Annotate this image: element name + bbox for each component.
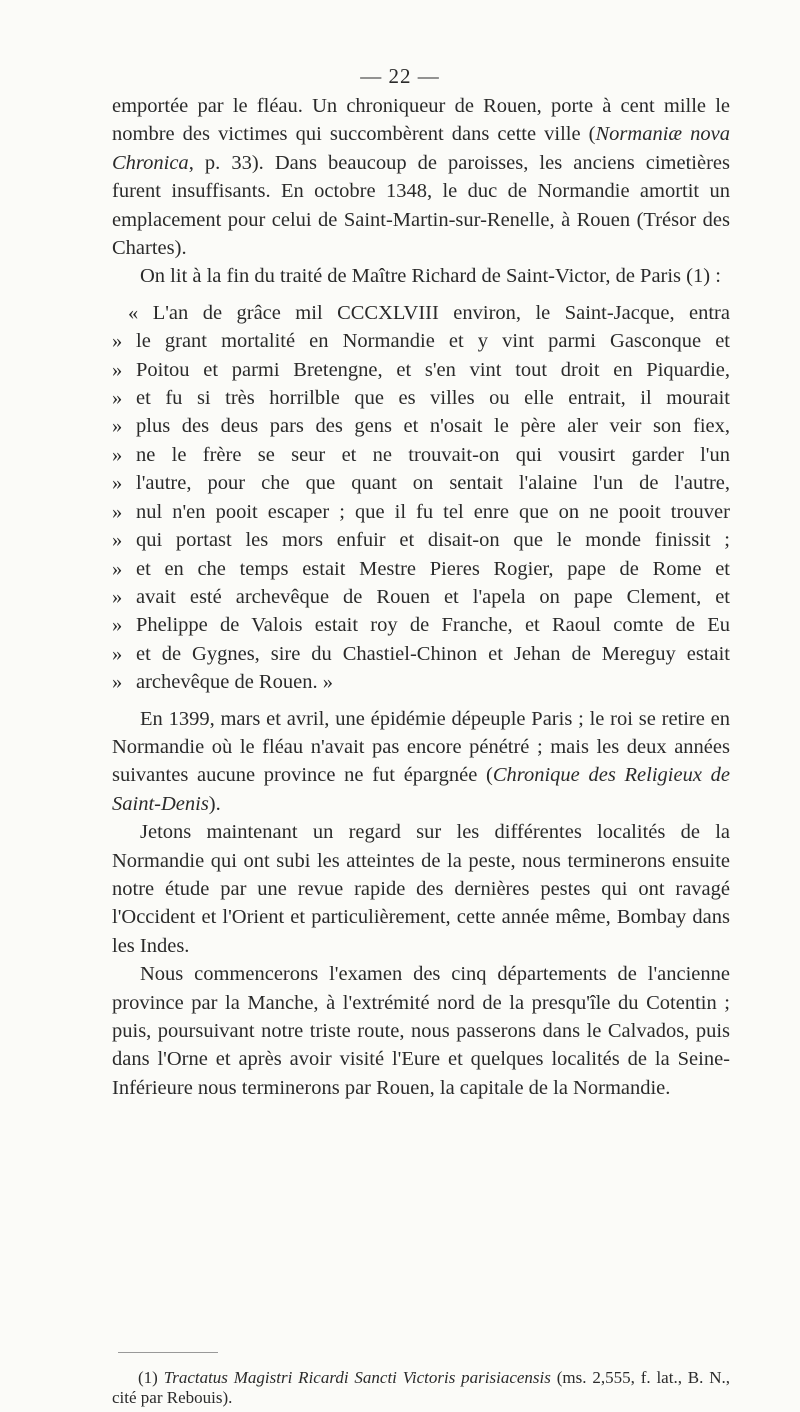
quote-line: » nul n'en pooit escaper ; que il fu tel enre que on ne pooit trouver <box>112 500 730 523</box>
paragraph-5: Nous commencerons l'examen des cinq départements de l'ancienne province par la Manche, à l'extrémité nord de la presqu'île du Cotentin ; puis, poursuivant notre triste route, nous passerons dans le Calvados, puis dans l'Orne et après avoir visité l'Eure et quelques localités de la Seine-Inférieure nous terminerons par Rouen, la capitale de la Normandie. <box>112 963 730 1099</box>
quote-line: » avait esté archevêque de Rouen et l'apela on pape Clement, et <box>112 585 730 608</box>
footnote-title: Tractatus Magistri Ricardi Sancti Victoris parisiacensis <box>163 1368 551 1387</box>
paragraph-1-text-c: , p. 33). Dans beaucoup de paroisses, les anciens cimetières furent insuffisants. En octobre 1348, le duc de Normandie amortit un emplacement pour celui de Saint-Martin-sur-Renelle, à Rouen (Trésor des Chartes). <box>112 151 730 260</box>
quote-line: « L'an de grâce mil CCCXLVIII environ, le Saint-Jacque, entra <box>128 301 730 324</box>
paragraph-3 <box>112 705 730 819</box>
quote-line: » et de Gygnes, sire du Chastiel-Chinon et Jehan de Mereguy estait <box>112 642 730 665</box>
paragraph-1-citation: Normaniæ nova Chronica <box>112 123 730 174</box>
quote-line: » archevêque de Rouen. » <box>112 671 333 694</box>
quote-line: » et fu si très horrilble que es villes ou elle entrait, il mourait <box>112 387 730 410</box>
paragraph-3-citation: Chronique des Religieux de Saint-Denis <box>112 764 730 815</box>
footnote-divider <box>118 1352 218 1353</box>
footnote <box>112 1368 730 1408</box>
paragraph-4: Jetons maintenant un regard sur les différentes localités de la Normandie qui ont subi les atteintes de la peste, nous terminerons ensuite notre étude par une revue rapide des dernières pestes qui ont ravagé l'Occident et l'Orient et particulièrement, cette année même, Bombay dans les Indes. <box>112 821 730 957</box>
paragraph-3-text-a: En 1399, mars et avril, une épidémie dépeuple Paris ; le roi se retire en Normandie où le fléau n'avait pas encore pénétré ; mais les deux années suivantes aucune province ne fut épargnée ( <box>112 707 730 787</box>
quote-line: » plus des deus pars des gens et n'osait le père aler veir son fiex, <box>112 415 730 438</box>
quote-line: » Phelippe de Valois estait roy de Franche, et Raoul comte de Eu <box>112 614 730 637</box>
page-body <box>112 92 730 1102</box>
page-number: — 22 — <box>360 64 440 88</box>
paragraph-1 <box>112 92 730 262</box>
quote-line: » l'autre, pour che que quant on sentait l'alaine l'un de l'autre, <box>112 472 730 495</box>
chronicle-quote <box>112 299 730 697</box>
footnote-number: (1) <box>138 1368 158 1387</box>
paragraph-2: On lit à la fin du traité de Maître Richard de Saint-Victor, de Paris (1) : <box>140 265 721 288</box>
quote-line: » le grant mortalité en Normandie et y vint parmi Gasconque et <box>112 330 730 353</box>
quote-line: » ne le frère se seur et ne trouvait-on qui vousirt garder l'un <box>112 443 730 466</box>
quote-line: » qui portast les mors enfuir et disait-on que le monde finissit ; <box>112 529 730 552</box>
quote-line: » Poitou et parmi Bretengne, et s'en vint tout droit en Piquardie, <box>112 358 730 381</box>
footnote-source: (ms. 2,555, f. lat., B. N., cité par Rebouis). <box>112 1368 731 1407</box>
paragraph-1-text-a: emportée par le fléau. Un chroniqueur de Rouen, porte à cent mille le nombre des victimes qui succombèrent dans cette ville ( <box>112 95 730 146</box>
paragraph-3-text-c: ). <box>208 792 221 815</box>
quote-line: » et en che temps estait Mestre Pieres Rogier, pape de Rome et <box>112 557 730 580</box>
